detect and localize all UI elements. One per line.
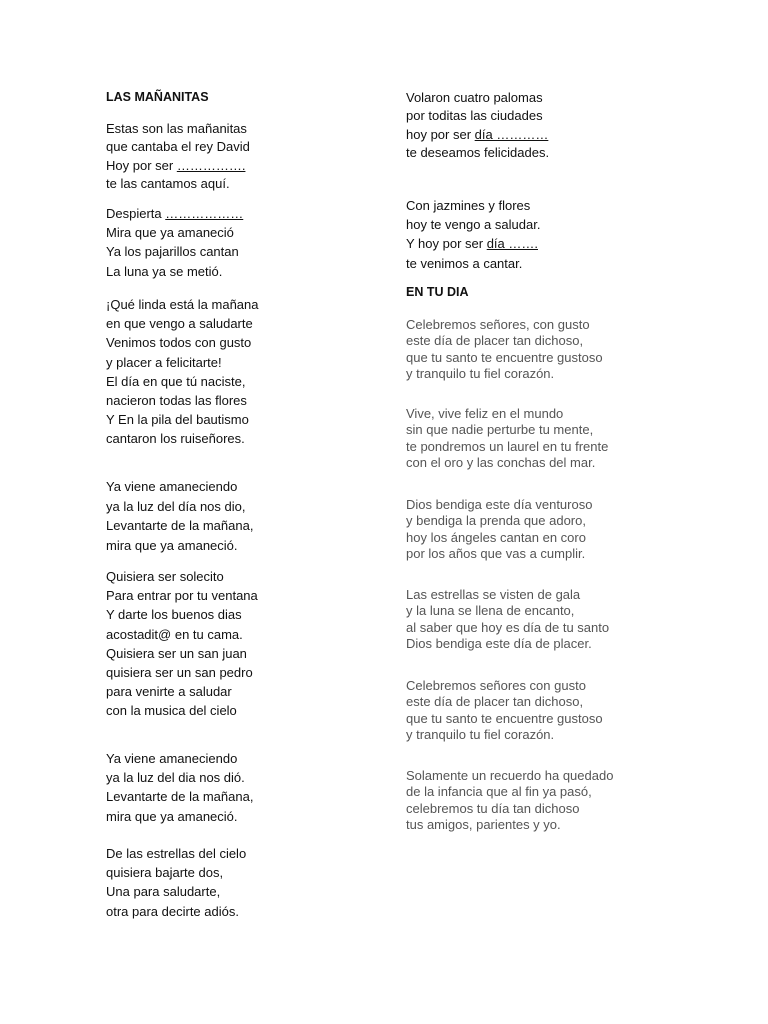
verse-text: Las estrellas se visten de gala [406,587,581,602]
verse-line [106,391,258,410]
stanza [406,587,609,652]
verse-line [406,694,603,710]
verse-line [406,126,549,144]
verse-text: Dios bendiga este día venturoso [406,497,593,512]
verse-text: con la musica del cielo [106,703,237,719]
verse-text: y tranquilo tu fiel corazón. [406,365,555,381]
verse-text: Con jazmines y flores [406,198,531,213]
verse-text: Ya viene amaneciendo [106,479,238,494]
verse-line [106,223,243,242]
verse-line [406,513,592,529]
verse-text: Ya los pajarillos cantan [106,244,239,260]
verse-line [406,455,608,471]
verse-text: y placer a felicitarte! [106,354,222,370]
verse-line [406,422,608,438]
verse-text: Ya viene amaneciendo [106,751,238,766]
verse-text: para venirte a saludar [106,684,232,700]
verse-line [106,749,253,768]
song-title-en-tu-dia: EN TU DIA [406,285,469,299]
verse-line [406,234,540,253]
verse-text: Levantarte de la mañana, [106,518,254,534]
fill-in-blank: día ………… [474,126,549,142]
verse-line [406,587,609,603]
verse-text: cantaron los ruiseñores. [106,431,245,447]
verse-text: hoy los ángeles cantan en coro [406,529,586,545]
verse-line [106,625,258,644]
verse-text: con el oro y las conchas del mar. [406,454,596,470]
verse-text: nacieron todas las flores [106,393,247,409]
verse-text: te las cantamos aquí. [106,175,230,191]
verse-line [106,605,258,624]
verse-line [406,530,592,546]
verse-text: Y En la pila del bautismo [106,412,249,428]
verse-line [406,215,540,234]
verse-line [106,429,258,448]
verse-line [106,138,250,156]
verse-text: y la luna se llena de encanto, [406,603,575,619]
stanza [406,196,540,273]
stanza [106,844,246,921]
verse-line [406,727,603,743]
verse-line [106,157,250,175]
fill-in-blank: día ……. [486,236,538,252]
verse-text: celebremos tu día tan dichoso [406,800,580,816]
verse-line [106,787,253,806]
verse-text: De las estrellas del cielo [106,846,247,861]
verse-line [106,295,258,314]
verse-text: La luna ya se metió. [106,263,223,279]
verse-text: quisiera bajarte dos, [106,865,224,881]
verse-text: Y darte los buenos dias [106,607,242,623]
verse-text: de la infancia que al fin ya pasó, [406,784,592,800]
verse-text: por toditas las ciudades [406,108,543,124]
verse-line [106,204,243,223]
verse-line [406,784,613,800]
verse-line [106,175,250,193]
verse-line [106,863,246,882]
verse-line [406,350,603,366]
verse-text: hoy te vengo a saludar. [406,217,541,233]
verse-text: ya la luz del día nos dio, [106,498,246,514]
verse-text: y tranquilo tu fiel corazón. [406,726,555,742]
verse-text: El día en que tú naciste, [106,373,246,389]
verse-line [106,882,246,901]
verse-text: te pondremos un laurel en tu frente [406,438,609,454]
verse-line [406,817,613,833]
verse-text: acostadit@ en tu cama. [106,626,243,642]
verse-line [106,536,253,556]
fill-in-blank: ……………… [165,206,244,221]
verse-line [106,242,243,261]
verse-text: Quisiera ser solecito [106,569,224,584]
stanza [106,477,253,555]
verse-line [406,89,549,107]
verse-text: Para entrar por tu ventana [106,588,258,604]
verse-line [406,196,540,215]
verse-line [406,254,540,273]
verse-text: que cantaba el rey David [106,139,250,155]
verse-line [406,801,613,817]
verse-line [406,439,608,455]
verse-line [406,366,603,382]
verse-line [406,678,603,694]
stanza [406,317,603,382]
verse-line [406,711,603,727]
verse-line [406,107,549,125]
verse-text: otra para decirte adiós. [106,903,239,919]
verse-line [106,768,253,787]
verse-text: y bendiga la prenda que adoro, [406,513,586,529]
verse-text: Levantarte de la mañana, [106,789,254,805]
verse-line [106,410,258,429]
verse-text: Celebremos señores con gusto [406,678,586,693]
verse-line [406,333,603,349]
verse-text: que tu santo te encuentre gustoso [406,710,603,726]
verse-text: Solamente un recuerdo ha quedado [406,768,614,783]
stanza [106,749,253,826]
verse-line [406,546,592,562]
verse-text: Y hoy por ser [406,236,487,252]
verse-line [106,567,258,586]
stanza [106,295,258,449]
verse-line [106,807,253,826]
stanza [106,204,243,281]
fill-in-blank: ……………. [176,157,246,173]
verse-text: quisiera ser un san pedro [106,665,253,681]
verse-line [106,314,258,333]
verse-text: mira que ya amaneció. [106,537,238,553]
verse-line [106,353,258,372]
verse-line [106,701,258,720]
verse-text: mira que ya amaneció. [106,808,238,824]
stanza [406,89,549,162]
verse-line [106,586,258,605]
stanza [406,678,603,743]
verse-line [106,477,253,497]
verse-line [406,144,549,162]
verse-text: te deseamos felicidades. [406,144,550,160]
verse-line [106,333,258,352]
verse-text: ya la luz del dia nos dió. [106,770,245,786]
verse-line [406,636,609,652]
verse-text: Venimos todos con gusto [106,335,252,351]
verse-text: Dios bendiga este día de placer. [406,635,592,651]
stanza [106,567,258,721]
verse-line [106,497,253,517]
verse-text: Una para saludarte, [106,884,221,900]
verse-line [106,516,253,536]
verse-line [106,682,258,701]
verse-text: Estas son las mañanitas [106,121,247,136]
verse-text: Quisiera ser un san juan [106,645,247,661]
verse-text: tus amigos, parientes y yo. [406,816,561,832]
verse-text: ¡Qué linda está la mañana [106,297,259,312]
verse-line [106,262,243,281]
verse-line [106,663,258,682]
verse-line [406,406,608,422]
verse-text: Vive, vive feliz en el mundo [406,406,564,421]
verse-text: Celebremos señores, con gusto [406,317,590,332]
stanza [106,120,250,193]
verse-text: Despierta [106,206,166,221]
verse-text: Volaron cuatro palomas [406,90,543,105]
stanza [406,497,592,562]
verse-text: por los años que vas a cumplir. [406,545,586,561]
verse-line [106,120,250,138]
verse-text: que tu santo te encuentre gustoso [406,349,603,365]
verse-text: en que vengo a saludarte [106,316,253,332]
stanza [406,406,608,471]
verse-text: te venimos a cantar. [406,255,523,271]
verse-text: Hoy por ser [106,157,177,173]
verse-line [106,372,258,391]
stanza [406,768,613,833]
verse-line [106,902,246,921]
verse-line [406,317,603,333]
verse-line [106,644,258,663]
verse-line [406,497,592,513]
song-title-las-mananitas: LAS MAÑANITAS [106,90,209,104]
verse-line [106,844,246,863]
verse-line [406,768,613,784]
verse-text: este día de placer tan dichoso, [406,333,584,349]
verse-text: sin que nadie perturbe tu mente, [406,422,594,438]
verse-text: hoy por ser [406,126,475,142]
verse-line [406,603,609,619]
verse-line [406,620,609,636]
verse-text: Mira que ya amaneció [106,225,234,241]
verse-text: este día de placer tan dichoso, [406,694,584,710]
verse-text: al saber que hoy es día de tu santo [406,619,610,635]
